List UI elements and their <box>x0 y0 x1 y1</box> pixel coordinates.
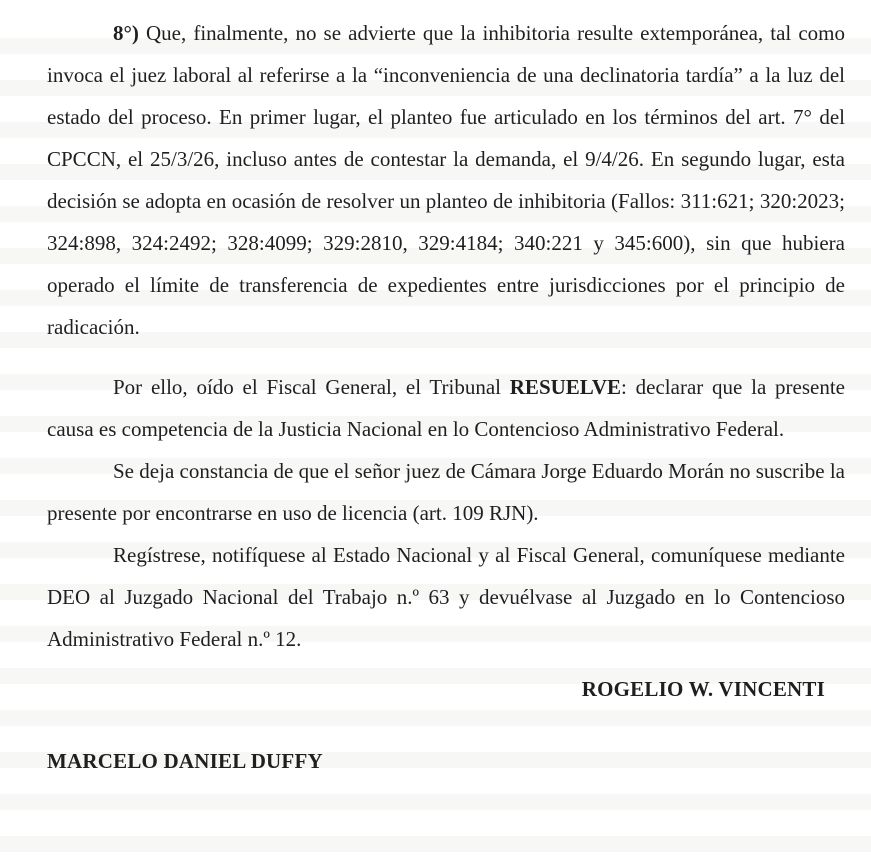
paragraph-resolutiva-post: : declarar que la presente causa es competencia de la Justicia Nacional en lo Contencioso Administrativo Federal. <box>47 375 845 441</box>
paragraph-registrese <box>47 534 845 660</box>
signature-judge-duffy-name: MARCELO DANIEL DUFFY <box>47 749 323 773</box>
resuelve-keyword: RESUELVE <box>509 375 622 399</box>
paragraph-resolutiva <box>47 366 845 450</box>
signature-judge-vincenti <box>47 668 845 710</box>
paragraph-considerando-8-text: Que, finalmente, no se advierte que la inhibitoria resulte extemporánea, tal como invoca el juez laboral al referirse a la “inconveniencia de una declinatoria tardía” a la luz del estado del proceso. En primer lugar, el planteo fue articulado en los términos del art. 7° del CPCCN, el 25/3/26, incluso antes de contestar la demanda, el 9/4/26. En segundo lugar, esta decisión se adopta en ocasión de resolver un planteo de inhibitoria (Fallos: 311:621; 320:2023; 324:898, 324:2492; 328:4099; 329:2810, 329:4184; 340:221 y 345:600), sin que hubiera operado el límite de transferencia de expedientes entre jurisdicciones por el principio de radicación. <box>47 21 845 339</box>
paragraph-constancia <box>47 450 845 534</box>
paragraph-constancia-text: Se deja constancia de que el señor juez de Cámara Jorge Eduardo Morán no suscribe la presente por encontrarse en uso de licencia (art. 109 RJN). <box>47 459 845 525</box>
section-number: 8°) <box>113 21 139 45</box>
signature-judge-vincenti-name: ROGELIO W. VINCENTI <box>581 677 825 701</box>
paragraph-registrese-text: Regístrese, notifíquese al Estado Nacional y al Fiscal General, comuníquese mediante DEO al Juzgado Nacional del Trabajo n.º 63 y devuélvase al Juzgado en lo Contencioso Administrativo Federal n.º 12. <box>47 543 845 651</box>
signature-judge-duffy <box>47 740 845 782</box>
paragraph-resolutiva-pre: Por ello, oído el Fiscal General, el Tribunal <box>113 375 510 399</box>
paragraph-considerando-8 <box>47 12 845 348</box>
